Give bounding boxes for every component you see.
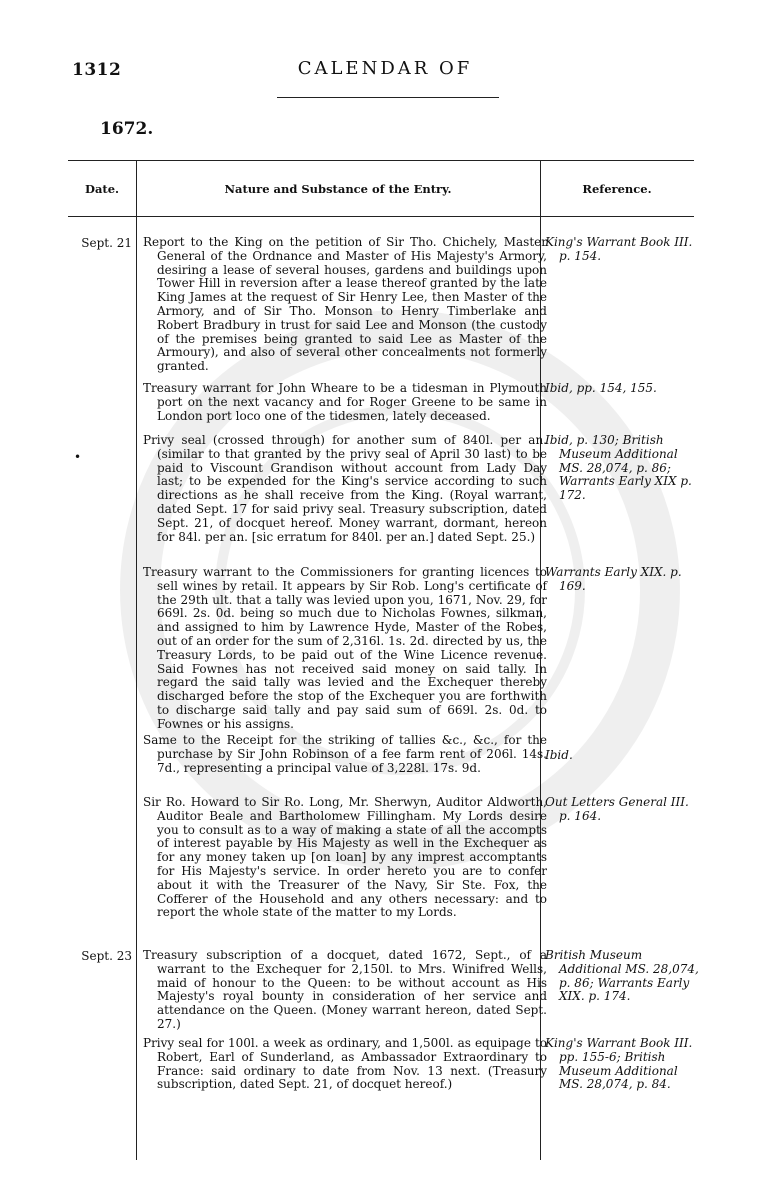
header-date: Date. — [84, 182, 120, 196]
year-heading: 1672. — [100, 119, 154, 139]
entry-text: Report to the King on the petition of Sir Tho. Chichely, Master General of the Ordnance and Master of His Majesty's Armory, desiring a lease of several houses, gardens and buildings upon Tower Hill in reversion after a lease thereof granted by the late King James at the request of Sir Henry Lee, then Master of the Armory, and of Sir Tho. Monson to Henry Timberlake and Robert Bradbury in trust for said Lee and Monson (the custody of the premises being granted to said Lee as Master of the Armoury), and also of several other concealments not formerly granted. — [143, 235, 547, 374]
entry-reference: British Museum Additional MS. 28,074, p. 86; Warrants Early XIX. p. 174. — [545, 948, 699, 1004]
entry-text: Same to the Receipt for the striking of tallies &c., &c., for the purchase by Sir John Robinson of a fee farm rent of 206l. 14s. 7d., representing a principal value of 3,228l. 17s. 9d. — [143, 733, 547, 775]
table-header-rule — [68, 216, 694, 217]
entry-date: Sept. 23 — [81, 949, 132, 963]
calendar-table — [68, 160, 699, 1160]
entry-reference: King's Warrant Book III. pp. 155-6; British Museum Additional MS. 28,074, p. 84. — [545, 1036, 693, 1092]
entry-reference: Ibid. — [545, 748, 573, 762]
entry-reference: Out Letters General III. p. 164. — [545, 795, 689, 823]
header-reference: Reference. — [582, 182, 652, 196]
entry-text: Privy seal for 100l. a week as ordinary, and 1,500l. as equipage to Robert, Earl of Sunderland, as Ambassador Extraordinary to France: said ordinary to date from Nov. 13 next. (Treasury subscription, dated Sept. 21, of docquet hereof.) — [143, 1036, 547, 1092]
running-title: CALENDAR OF — [297, 58, 473, 79]
entry-text: Treasury warrant to the Commissioners for granting licences to sell wines by retail. It appears by Sir Rob. Long's certificate of the 29th ult. that a tally was levied upon you, 1671, Nov. 29, for 669l. 2s. 0d. being so much due to Nicholas Fownes, silkman, and assigned to him by Lawrence Hyde, Master of the Robes, out of an order for the sum of 2,316l. 1s. 2d. directed by us, the Treasury Lords, to be paid out of the Wine Licence revenue. Said Fownes has not received said money on said tally. In regard the said tally was levied and the Exchequer thereby discharged before the stop of the Exchequer you are forthwith to discharge said tally and pay said sum of 669l. 2s. 0d. to Fownes or his assigns. — [143, 565, 547, 731]
page-number: 1312 — [72, 60, 122, 80]
entry-text: Treasury subscription of a docquet, dated 1672, Sept., of a warrant to the Exchequer for 2,150l. to Mrs. Winifred Wells, maid of honour to the Queen: to be without account as His Majesty's royal bounty in consideration of her service and attendance on the Queen. (Money warrant hereon, dated Sept. 27.) — [143, 948, 547, 1031]
entry-text: Privy seal (crossed through) for another sum of 840l. per an. (similar to that granted by the privy seal of April 30 last) to be paid to Viscount Grandison without account from Lady Day last; to be expended for the King's service according to such directions as he shall receive from the King. (Royal warrant, dated Sept. 17 for said privy seal. Treasury subscription, dated Sept. 21, of docquet hereof. Money warrant, dormant, hereon for 84l. per an. [sic erratum for 840l. per an.] dated Sept. 25.) — [143, 433, 547, 544]
entry-reference: King's Warrant Book III. p. 154. — [545, 235, 693, 263]
title-rule — [277, 97, 499, 98]
entry-reference: Ibid, pp. 154, 155. — [545, 381, 657, 395]
column-divider-1 — [136, 160, 137, 1160]
entry-date: Sept. 21 — [81, 236, 132, 250]
entry-reference: Warrants Early XIX. p. 169. — [545, 565, 682, 593]
table-top-rule — [68, 160, 694, 161]
header-nature: Nature and Substance of the Entry. — [224, 182, 452, 196]
entry-text: Sir Ro. Howard to Sir Ro. Long, Mr. Sherwyn, Auditor Aldworth, Auditor Beale and Bartholomew Fillingham. My Lords desire you to consult as to a way of making a state of all the accompts of interest payable by His Majesty as well in the Exchequer as for any money taken up [on loan] by any imprest accomptants for His Majesty's service. In order hereto you are to confer about it with the Treasurer of the Navy, Sir Ste. Fox, the Cofferer of the Household and any others necessary: and to report the whole state of the matter to my Lords. — [143, 795, 547, 920]
entry-reference: Ibid, p. 130; British Museum Additional MS. 28,074, p. 86; Warrants Early XIX p. 172. — [545, 433, 692, 503]
margin-mark: • — [74, 450, 82, 464]
entry-text: Treasury warrant for John Wheare to be a tidesman in Plymouth port on the next vacancy and for Roger Greene to be same in London port loco one of the tidesmen, lately deceased. — [143, 381, 547, 423]
